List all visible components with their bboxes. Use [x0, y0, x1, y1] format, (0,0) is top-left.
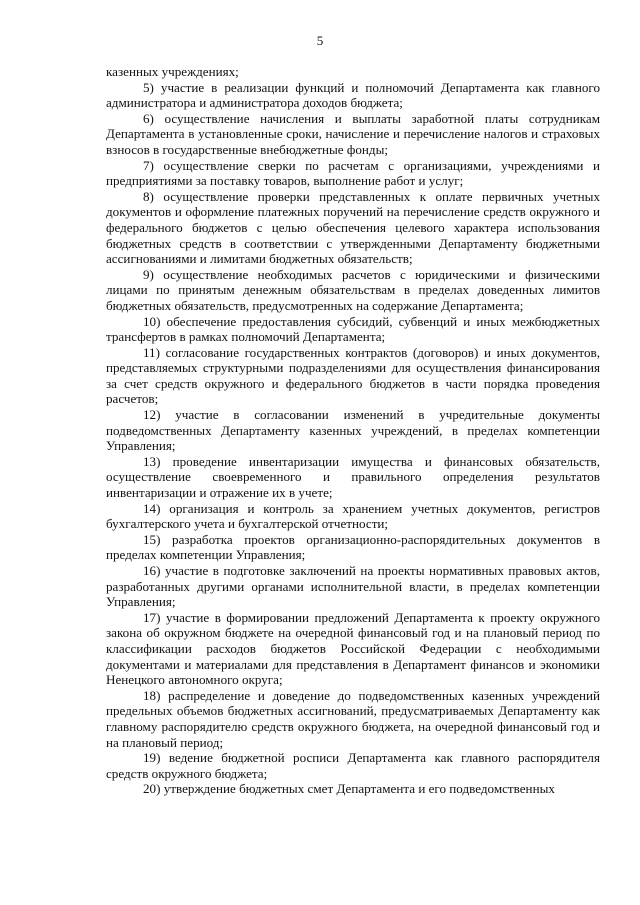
list-item-11: 11) согласование государственных контрактов (договоров) и иных документов, представляемых структурными подразделениями для осуществления финансирования за счет средств окружного и федерального бюджетов в части порядка проведения расчетов;: [106, 344, 600, 407]
list-item-8: 8) осуществление проверки представленных к оплате первичных учетных документов и оформление платежных поручений на перечисление средств окружного и федерального бюджетов с целью обеспечения целевого характера использования бюджетных средств в соответствии с утвержденными Департаменту бюджетными ассигнованиями и лимитами бюджетных обязательств;: [106, 188, 600, 267]
list-item-19: 19) ведение бюджетной росписи Департамента как главного распорядителя средств окружного бюджета;: [106, 750, 600, 781]
page-number: 5: [316, 33, 324, 48]
list-item-13: 13) проведение инвентаризации имущества и финансовых обязательств, осуществление своевременного и правильного определения результатов инвентаризации и отражение их в учете;: [106, 453, 600, 501]
list-item-6: 6) осуществление начисления и выплаты заработной платы сотрудникам Департамента в установленные сроки, начисление и перечисление налогов и страховых взносов в государственные внебюджетные фонды;: [106, 110, 600, 157]
list-item-10: 10) обеспечение предоставления субсидий, субвенций и иных межбюджетных трансфертов в рамках полномочий Департамента;: [106, 313, 600, 345]
list-item-7: 7) осуществление сверки по расчетам с организациями, учреждениями и предприятиями за поставку товаров, выполнение работ и услуг;: [106, 157, 600, 189]
list-item-9: 9) осуществление необходимых расчетов с юридическими и физическими лицами по принятым денежным обязательствам в пределах доведенных лимитов бюджетных обязательств, предусмотренных на содержание Департамента;: [106, 266, 600, 313]
list-item-12: 12) участие в согласовании изменений в учредительные документы подведомственных Департаменту казенных учреждений, в пределах компетенции Управления;: [106, 407, 600, 454]
body-text: [106, 64, 600, 797]
list-item-5: 5) участие в реализации функций и полномочий Департамента как главного администратора и администратора доходов бюджета;: [106, 79, 600, 111]
list-item-18: 18) распределение и доведение до подведомственных казенных учреждений предельных объемов бюджетных ассигнований, предусматриваемых Департаменту как главному распорядителю средств окружного бюджета, на очередной финансовый год и на плановый период;: [106, 687, 600, 750]
paragraph-continuation: казенных учреждениях;: [106, 64, 239, 79]
list-item-16: 16) участие в подготовке заключений на проекты нормативных правовых актов, разработанных другими органами исполнительной власти, в пределах компетенции Управления;: [106, 563, 600, 610]
list-item-20: 20) утверждение бюджетных смет Департамента и его подведомственных: [143, 781, 555, 797]
list-item-17: 17) участие в формировании предложений Департамента к проекту окружного закона об окружном бюджете на очередной финансовый год и на плановый период по классификации расходов бюджетов Российской Федерации с необходимыми документами и материалами для представления в Департамент финансов и экономики Ненецкого автономного округа;: [106, 609, 600, 688]
list-item-14: 14) организация и контроль за хранением учетных документов, регистров бухгалтерского учета и бухгалтерской отчетности;: [106, 500, 600, 532]
list-item-15: 15) разработка проектов организационно-распорядительных документов в пределах компетенции Управления;: [106, 531, 600, 563]
